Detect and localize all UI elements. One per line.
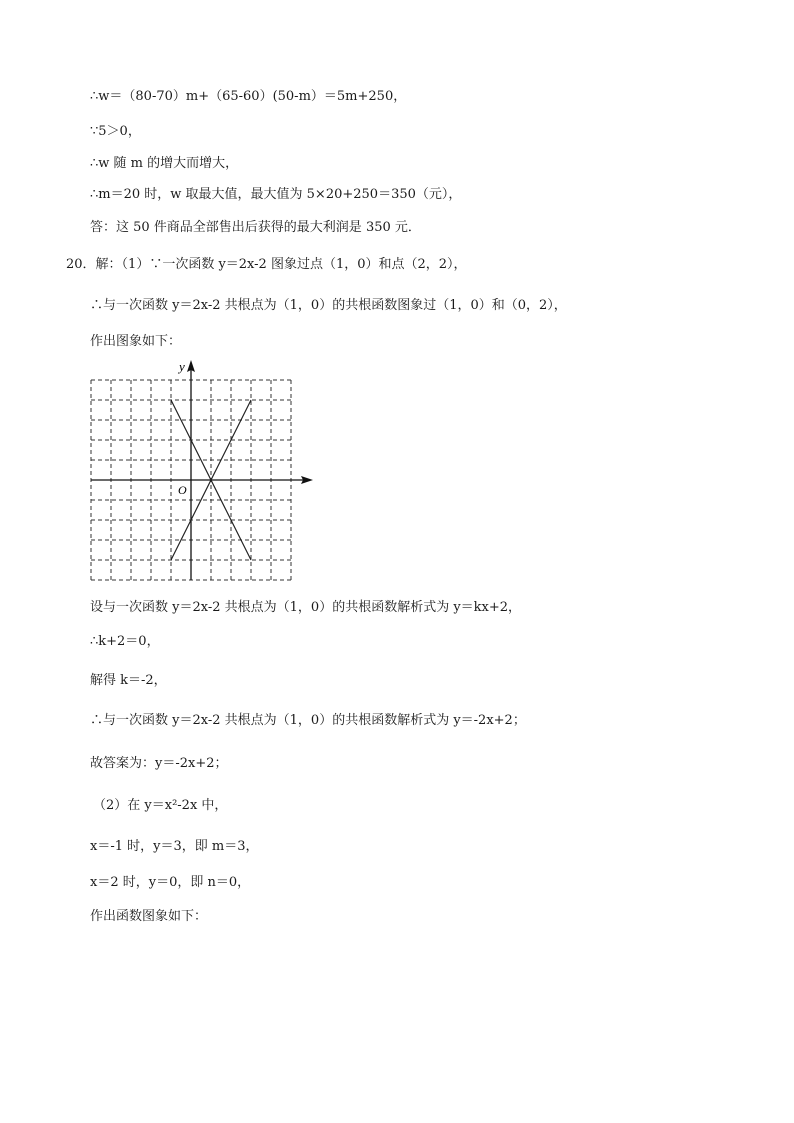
- origin-label: O: [178, 483, 187, 497]
- text-line-11: 解得 k＝-2，: [90, 673, 167, 688]
- text-line-12: ∴与一次函数 y＝2x-2 共根点为（1，0）的共根函数解析式为 y＝-2x+2；: [90, 713, 526, 728]
- text-line-14: （2）在 y＝x²-2x 中，: [93, 798, 228, 813]
- text-line-7: ∴与一次函数 y＝2x-2 共根点为（1，0）的共根函数图象过（1，0）和（0，2），: [90, 298, 567, 313]
- text-line-3: ∴w 随 m 的增大而增大，: [90, 156, 239, 171]
- text-line-17: 作出函数图象如下：: [90, 909, 208, 924]
- text-line-15: x＝-1 时，y＝3，即 m＝3，: [90, 839, 259, 854]
- text-line-5: 答：这 50 件商品全部售出后获得的最大利润是 350 元．: [90, 220, 421, 235]
- text-line-9: 设与一次函数 y＝2x-2 共根点为（1，0）的共根函数解析式为 y＝kx+2，: [90, 600, 522, 615]
- y-axis-label: y: [179, 359, 185, 374]
- text-line-1: ∴w＝（80-70）m+（65-60）(50-m）＝5m+250，: [90, 89, 407, 104]
- axes: [91, 360, 313, 580]
- text-line-13: 故答案为：y＝-2x+2；: [90, 756, 228, 771]
- text-line-8: 作出图象如下：: [90, 334, 182, 349]
- text-line-4: ∴m＝20 时，w 取最大值，最大值为 5×20+250＝350（元），: [90, 187, 462, 202]
- text-line-2: ∵5＞0，: [90, 124, 141, 139]
- text-line-10: ∴k+2＝0，: [90, 634, 160, 649]
- question-20-heading: 20．解：（1）∵一次函数 y＝2x-2 图象过点（1，0）和点（2，2），: [66, 257, 467, 272]
- text-line-16: x＝2 时，y＝0，即 n＝0，: [90, 875, 251, 890]
- coordinate-graph: [86, 355, 316, 587]
